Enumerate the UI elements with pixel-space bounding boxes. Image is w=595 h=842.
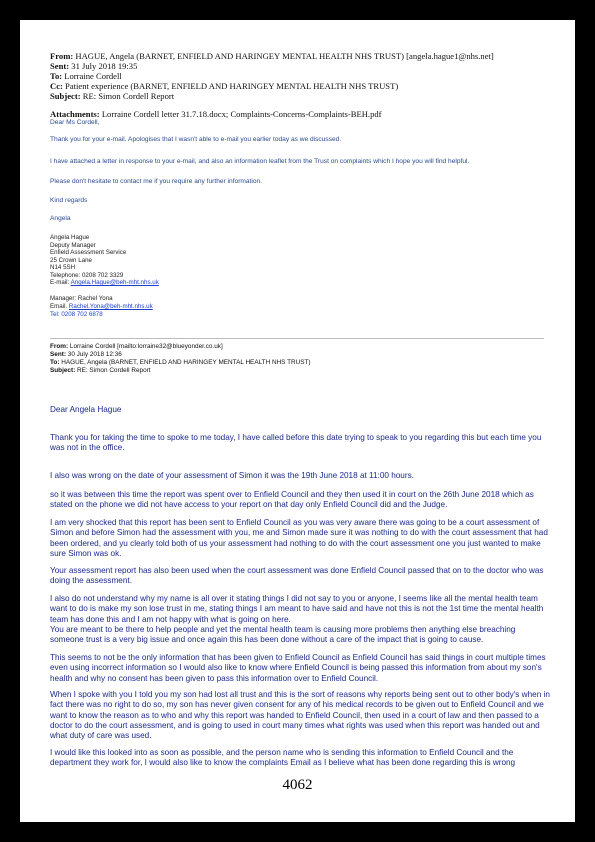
signature-manager: Manager: Rachel Yona [50,295,113,302]
signature-manager-tel: Tel: 0208 702 6878 [50,311,103,318]
email-sent-value: 31 July 2018 19:35 [71,61,138,71]
letter-paragraph-9: I would like this looked into as soon as possible, and the person name who is sending this information to Enfield Council and the department they work for, I would also like to know the complaints Email as I believe what has been done regarding this is wrong [50,748,516,768]
letter-paragraph-1: Thank you for taking the time to spoke to me today, I have called before this date trying to speak to you regarding this but each time you was not in the office. [50,433,542,453]
email-from-value: HAGUE, Angela (BARNET, ENFIELD AND HARINGEY MENTAL HEALTH NHS TRUST) [angela.hague1@nhs.net] [75,51,494,61]
letter-paragraph-6 [50,594,550,645]
letter-paragraph-5: Your assessment report has also been used when the court assessment was done Enfield Council passed that on to the doctor who was doing the assessment. [50,566,544,586]
reply-paragraph-3: Please don't hesitate to contact me if you require any further information. [50,178,263,185]
forwarded-subject-line: Subject: RE: Simon Cordell Report [50,367,151,374]
signature-email-link[interactable]: Angela.Hague@beh-mht.nhs.uk [70,279,159,286]
email-attachments-value[interactable]: Lorraine Cordell letter 31.7.18.docx; Complaints-Concerns-Complaints-BEH.pdf [101,109,382,119]
email-attachments-line: Attachments: Lorraine Cordell letter 31.7.18.docx; Complaints-Concerns-Complaints-BEH.pdf [50,109,382,119]
signature-email-line: E-mail: Angela.Hague@beh-mht.nhs.uk [50,279,159,286]
email-to-value: Lorraine Cordell [64,71,122,81]
email-subject-line: Subject: RE: Simon Cordell Report [50,91,175,101]
letter-paragraph-7: This seems to not be the only information that has been given to Enfield Council as Enfield Council has said things in court multiple times even using incorrect information so I would also like to know where Enfield Council is being passed this information from about my son's health and why no consent has been given to pass this information over to Enfield Council. [50,653,546,683]
email-from-line: From: HAGUE, Angela (BARNET, ENFIELD AND HARINGEY MENTAL HEALTH NHS TRUST) [angela.hague1@nhs.net] [50,51,494,61]
email-to-line: To: Lorraine Cordell [50,71,122,81]
page-number: 4062 [282,777,313,793]
letter-paragraph-4: I am very shocked that this report has been sent to Enfield Council as you was very aware there was going to be a court assessment of Simon and before Simon had the assessment with you, me and Simon made sure it was nothing to do with the court assessment that had been ordered, and yu clearly told both of us your assessment had nothing to do with the court assessment one you just wanted to make sure Simon was ok. [50,518,548,558]
letter-paragraph-6a: I also do not understand why my name is all over it stating things I did not say to you or anyone, I seems like all the mental health team want to do is make my son lose trust in me, stating things I am meant to have said and have not this is not the 1st time the mental health team has done this and I am not happy with what is going on here. [50,594,544,624]
signature-manager-email-line: Email. Rachel.Yona@beh-mht.nhs.uk [50,303,153,310]
signature-name: Angela Hague [50,234,90,241]
letter-paragraph-3: so it was between this time the report was spent over to Enfield Council and they then used it in court on the 26th June 2018 which as stated on the phone we did not have access to your report on that day only Enfield Council did and the Judge. [50,490,534,510]
letter-paragraph-8: When I spoke with you I told you my son had lost all trust and this is the sort of reasons why reports being sent out to other body's when in fact there was no right to do so, my son has never given consent for any of his medical records to be given out to Enfield Council and we want to know the reason as to who and why this report was handed to Enfield Council, then used in a court of law and then passed to a doctor to do the court assessment, and is going to used in court many times what rights was used when this report was handed out and what duty of care was used. [50,690,550,741]
reply-closing: Kind regards [50,197,88,204]
reply-name: Angela [50,215,71,222]
letter-greeting: Dear Angela Hague [50,405,122,414]
forwarded-sent-line: Sent: 30 July 2018 12:36 [50,351,122,358]
reply-paragraph-1: Thank you for your e-mail. Apologises that I wasn't able to e-mail you earlier today as we discussed. [50,136,342,143]
signature-manager-email-link[interactable]: Rachel.Yona@beh-mht.nhs.uk [68,303,153,310]
letter-paragraph-2: I also was wrong on the date of your assessment of Simon it was the 19th June 2018 at 11:00 hours. [50,471,414,480]
email-cc-line: Cc: Patient experience (BARNET, ENFIELD AND HARINGEY MENTAL HEALTH NHS TRUST) [50,81,399,91]
document-page [20,20,575,822]
forwarded-divider [50,338,544,339]
signature-service: Enfield Assessment Service [50,249,127,256]
forwarded-to-value: HAGUE, Angela (BARNET, ENFIELD AND HARINGEY MENTAL HEALTH NHS TRUST) [61,359,311,366]
email-sent-line: Sent: 31 July 2018 19:35 [50,61,138,71]
signature-postcode: N14 5SH [50,264,76,271]
reply-greeting: Dear Ms Cordell, [50,119,100,126]
signature-title: Deputy Manager [50,241,96,249]
forwarded-subject-value: RE: Simon Cordell Report [77,367,151,374]
signature-telephone: Telephone: 0208 702 3329 [50,271,124,279]
signature-address: 25 Crown Lane [50,256,92,264]
forwarded-from-line: From: Lorraine Cordell [mailto:lorraine32@blueyonder.co.uk] [50,343,223,350]
forwarded-sent-value: 30 July 2018 12:36 [67,351,122,358]
email-cc-value: Patient experience (BARNET, ENFIELD AND HARINGEY MENTAL HEALTH NHS TRUST) [65,81,399,91]
letter-paragraph-6b: You are meant to be there to help people and yet the mental health team is causing more problems then anything else breaching someone trust is a very big issue and once again this has been done without a care of the impact that is going to cause. [50,624,516,645]
email-subject-value: RE: Simon Cordell Report [82,91,175,101]
forwarded-from-value: Lorraine Cordell [mailto:lorraine32@blueyonder.co.uk] [69,343,223,350]
reply-paragraph-2: I have attached a letter in response to your e-mail, and also an information leaflet from the Trust on complaints which I hope you will find helpful. [50,158,470,165]
forwarded-to-line: To: HAGUE, Angela (BARNET, ENFIELD AND HARINGEY MENTAL HEALTH NHS TRUST) [50,359,311,366]
